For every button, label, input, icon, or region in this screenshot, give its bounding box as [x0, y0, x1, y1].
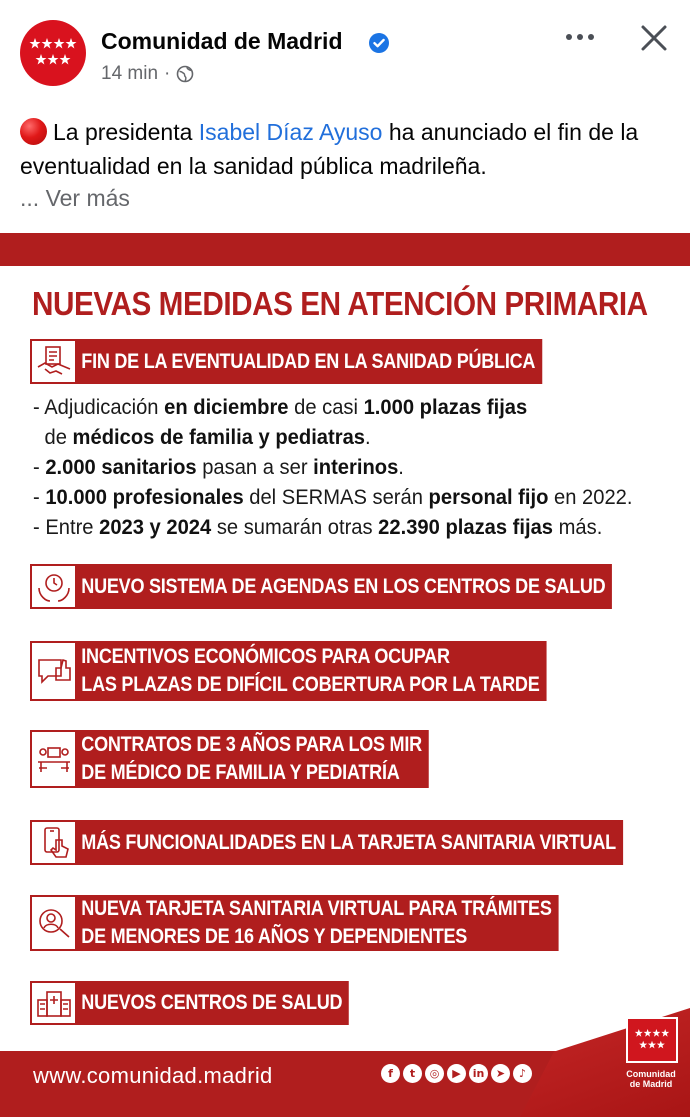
- measure-label: NUEVO SISTEMA DE AGENDAS EN LOS CENTROS DE SALUD: [77, 564, 612, 609]
- measure-label: INCENTIVOS ECONÓMICOS PARA OCUPAR LAS PLAZAS DE DIFÍCIL COBERTURA POR LA TARDE: [77, 641, 546, 701]
- post-header: [0, 0, 690, 110]
- youtube-icon: ▶: [447, 1064, 466, 1083]
- measure-label: NUEVOS CENTROS DE SALUD: [77, 981, 349, 1025]
- post-meta: [101, 63, 194, 85]
- bullet-item: - 10.000 profesionales del SERMAS serán personal fijo en 2022.: [33, 486, 633, 509]
- close-icon[interactable]: [636, 20, 672, 56]
- meta-separator: ·: [164, 63, 171, 84]
- page-name[interactable]: Comunidad de Madrid: [101, 28, 343, 54]
- bullet-item: - Adjudicación en diciembre de casi 1.000 plazas fijas: [33, 396, 528, 419]
- more-options-icon[interactable]: [562, 22, 598, 52]
- measure-label: FIN DE LA EVENTUALIDAD EN LA SANIDAD PÚBLICA: [77, 339, 542, 384]
- telegram-icon: ➤: [491, 1064, 510, 1083]
- bullet-item: - Entre 2023 y 2024 se sumarán otras 22.390 plazas fijas más.: [33, 516, 603, 539]
- red-circle-icon: [20, 118, 47, 145]
- thumbs-up-chat-icon: [30, 641, 77, 701]
- logo-caption: Comunidad de Madrid: [626, 1069, 676, 1089]
- measure-item: [30, 339, 618, 384]
- calendar-hands-icon: [30, 564, 77, 609]
- poster-top-bar: [0, 233, 690, 266]
- footer-url: www.comunidad.madrid: [33, 1063, 273, 1088]
- handshake-document-icon: [30, 339, 77, 384]
- measure-item: [30, 895, 637, 951]
- bullet-item-continued: de médicos de familia y pediatras.: [44, 426, 371, 449]
- measure-item: [30, 641, 623, 701]
- measure-item: [30, 820, 690, 865]
- post-image[interactable]: [0, 233, 690, 1117]
- instagram-icon: ◎: [425, 1064, 444, 1083]
- measure-item: [30, 981, 393, 1025]
- linkedin-icon: in: [469, 1064, 488, 1083]
- see-more-ellipsis: ...: [20, 185, 40, 211]
- post-time[interactable]: 14 min: [101, 63, 159, 84]
- measure-label: NUEVA TARJETA SANITARIA VIRTUAL PARA TRÁMITES DE MENORES DE 16 AÑOS Y DEPENDIENTES: [77, 895, 559, 951]
- post-text-prefix: La presidenta: [53, 119, 193, 145]
- facebook-icon: f: [381, 1064, 400, 1083]
- see-more-link[interactable]: Ver más: [45, 185, 130, 211]
- measure-item: [30, 730, 486, 788]
- tiktok-icon: ♪: [513, 1064, 532, 1083]
- globe-icon[interactable]: [176, 65, 194, 83]
- madrid-logo: [626, 1017, 678, 1063]
- social-icons: [381, 1064, 532, 1083]
- mobile-touch-icon: [30, 820, 77, 865]
- bullet-list: [33, 393, 633, 543]
- poster-title: NUEVAS MEDIDAS EN ATENCIÓN PRIMARIA: [32, 285, 648, 322]
- post-text-suffix: ha anunciado el fin de la eventualidad en la sanidad pública madrileña.: [20, 119, 639, 179]
- see-more-row: [20, 185, 130, 212]
- avatar[interactable]: [20, 20, 86, 86]
- twitter-icon: t: [403, 1064, 422, 1083]
- measure-label: MÁS FUNCIONALIDADES EN LA TARJETA SANITARIA VIRTUAL: [77, 820, 623, 865]
- post-text: [20, 115, 670, 183]
- measure-label: CONTRATOS DE 3 AÑOS PARA LOS MIR DE MÉDICO DE FAMILIA Y PEDIATRÍA: [77, 730, 429, 788]
- meeting-desk-icon: [30, 730, 77, 788]
- user-search-icon: [30, 895, 77, 951]
- measure-item: [30, 564, 690, 609]
- madrid-stars-logo: [29, 38, 77, 68]
- mention-link[interactable]: Isabel Díaz Ayuso: [198, 119, 383, 145]
- bullet-item: - 2.000 sanitarios pasan a ser interinos.: [33, 456, 404, 479]
- health-center-building-icon: [30, 981, 77, 1025]
- verified-badge-icon: [368, 32, 390, 54]
